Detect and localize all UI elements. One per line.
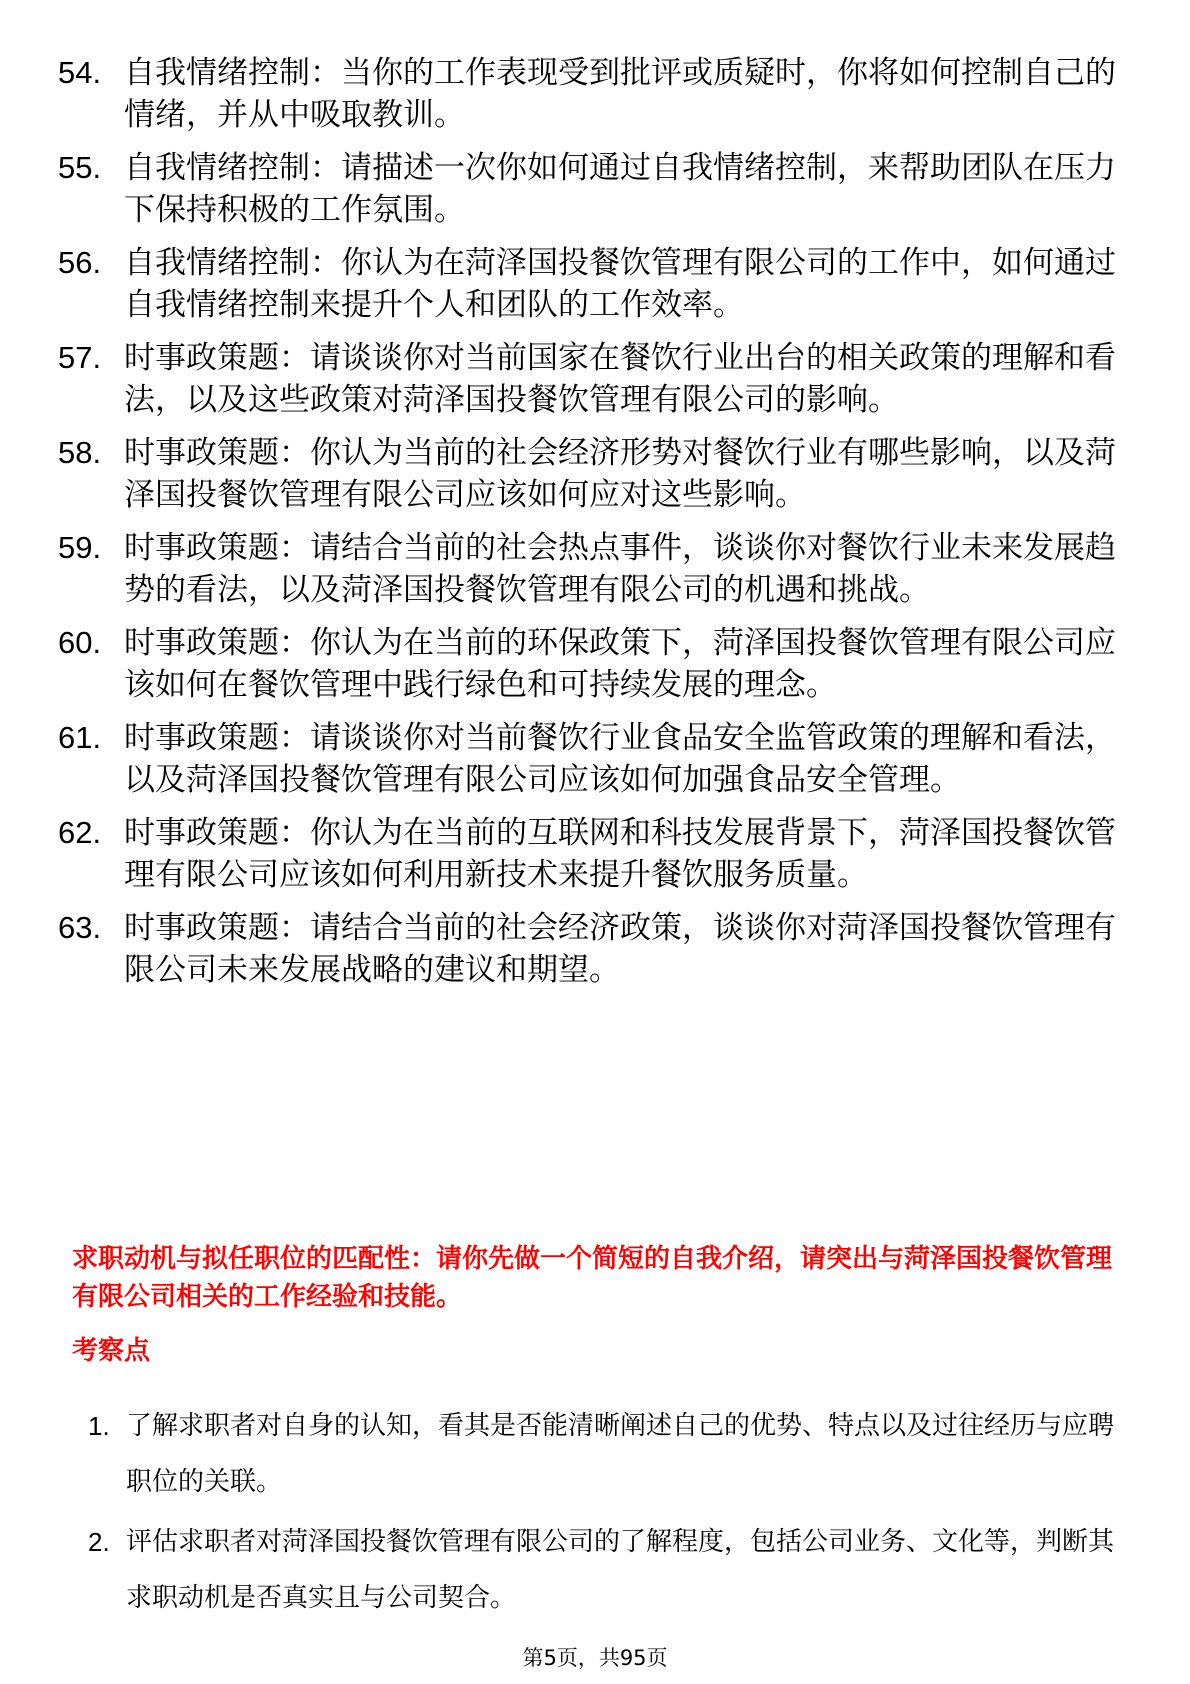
question-text: 时事政策题：请结合当前的社会经济政策，谈谈你对菏泽国投餐饮管理有限公司未来发展战略的建议和期望。 — [124, 910, 1116, 988]
question-text: 自我情绪控制：你认为在菏泽国投餐饮管理有限公司的工作中，如何通过自我情绪控制来提升个人和团队的工作效率。 — [124, 245, 1116, 323]
assessment-point — [88, 1514, 1128, 1626]
assessment-points-list — [88, 1398, 1128, 1630]
assessment-point — [88, 1398, 1128, 1510]
question-item — [58, 907, 1118, 991]
question-text: 时事政策题：请结合当前的社会热点事件，谈谈你对餐饮行业未来发展趋势的看法，以及菏泽国投餐饮管理有限公司的机遇和挑战。 — [124, 530, 1116, 608]
question-number: 62. — [58, 815, 102, 850]
question-item — [58, 337, 1118, 421]
question-number: 56. — [58, 245, 102, 280]
question-number: 58. — [58, 435, 102, 470]
question-text: 时事政策题：请谈谈你对当前国家在餐饮行业出台的相关政策的理解和看法，以及这些政策对菏泽国投餐饮管理有限公司的影响。 — [124, 340, 1116, 418]
assessment-points-label: 考察点 — [72, 1336, 151, 1366]
question-text: 时事政策题：你认为在当前的环保政策下，菏泽国投餐饮管理有限公司应该如何在餐饮管理中践行绿色和可持续发展的理念。 — [124, 625, 1116, 703]
question-item — [58, 432, 1118, 516]
assessment-point-number: 2. — [88, 1527, 110, 1557]
question-text: 时事政策题：你认为当前的社会经济形势对餐饮行业有哪些影响，以及菏泽国投餐饮管理有限公司应该如何应对这些影响。 — [124, 435, 1116, 513]
question-number: 55. — [58, 150, 102, 185]
section-heading: 求职动机与拟任职位的匹配性：请你先做一个简短的自我介绍，请突出与菏泽国投餐饮管理有限公司相关的工作经验和技能。 — [72, 1244, 1113, 1312]
question-number: 54. — [58, 55, 102, 90]
question-number: 63. — [58, 910, 102, 945]
question-text: 自我情绪控制：当你的工作表现受到批评或质疑时，你将如何控制自己的情绪，并从中吸取教训。 — [124, 55, 1116, 133]
question-number: 60. — [58, 625, 102, 660]
question-item — [58, 52, 1118, 136]
question-number: 57. — [58, 340, 102, 375]
question-text: 自我情绪控制：请描述一次你如何通过自我情绪控制，来帮助团队在压力下保持积极的工作氛围。 — [124, 150, 1116, 228]
question-text: 时事政策题：请谈谈你对当前餐饮行业食品安全监管政策的理解和看法，以及菏泽国投餐饮管理有限公司应该如何加强食品安全管理。 — [124, 720, 1116, 798]
question-number: 61. — [58, 720, 102, 755]
page-footer: 第5页，共95页 — [522, 1646, 668, 1670]
question-text: 时事政策题：你认为在当前的互联网和科技发展背景下，菏泽国投餐饮管理有限公司应该如何利用新技术来提升餐饮服务质量。 — [124, 815, 1116, 893]
assessment-point-number: 1. — [88, 1411, 110, 1441]
question-item — [58, 147, 1118, 231]
question-item — [58, 527, 1118, 611]
question-item — [58, 242, 1118, 326]
question-list — [58, 52, 1118, 1002]
question-item — [58, 717, 1118, 801]
assessment-point-text: 评估求职者对菏泽国投餐饮管理有限公司的了解程度，包括公司业务、文化等，判断其求职动机是否真实且与公司契合。 — [126, 1527, 1115, 1613]
assessment-point-text: 了解求职者对自身的认知，看其是否能清晰阐述自己的优势、特点以及过往经历与应聘职位的关联。 — [126, 1411, 1115, 1497]
question-item — [58, 622, 1118, 706]
question-number: 59. — [58, 530, 102, 565]
question-item — [58, 812, 1118, 896]
